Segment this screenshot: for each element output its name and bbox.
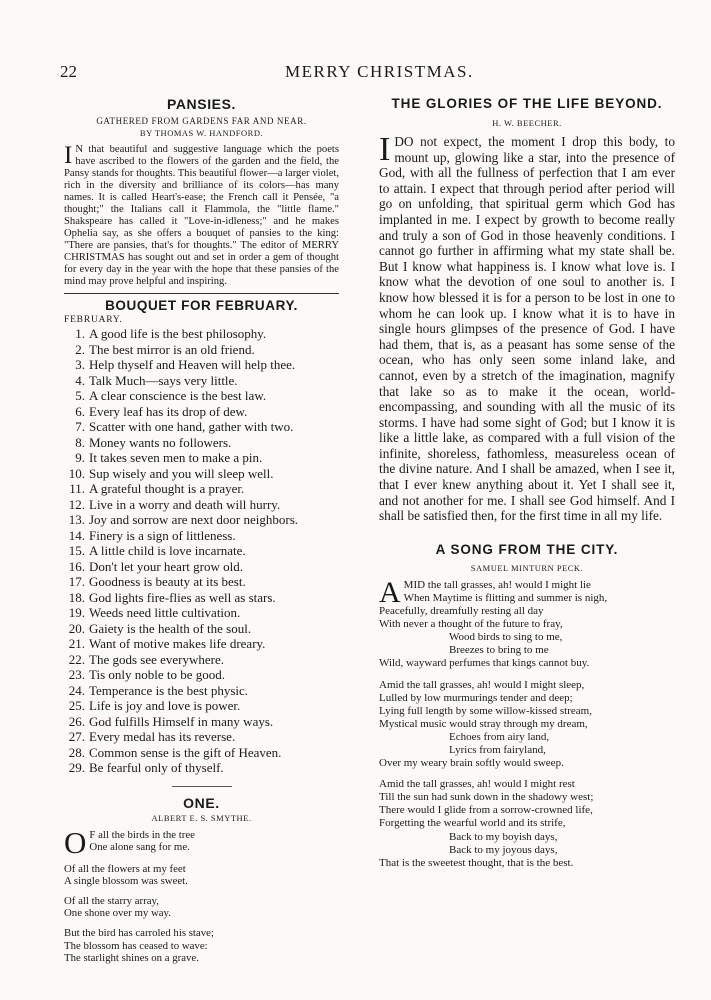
proverb-text: Finery is a sign of littleness. — [89, 527, 236, 543]
one-title: ONE. — [183, 794, 220, 811]
song-drop-cap: A — [379, 575, 401, 609]
proverb-text: Don't let your heart grow old. — [89, 558, 243, 574]
glories-text — [379, 131, 675, 524]
proverb-item — [64, 590, 339, 606]
proverb-list — [64, 326, 339, 776]
one-poem — [64, 824, 339, 964]
proverb-item — [64, 543, 339, 559]
song-title: A SONG FROM THE CITY. — [435, 541, 619, 557]
proverb-number: 24. — [68, 682, 85, 698]
poem-line: F all the birds in the tree — [89, 828, 195, 841]
glories-byline: H. W. BEECHER. — [492, 118, 562, 128]
poem-line: Lyrics from fairyland, — [449, 743, 546, 756]
poem-line: One shone over my way. — [64, 907, 171, 920]
proverb-number: 7. — [75, 419, 85, 434]
poem-line: Of all the flowers at my feet — [64, 862, 186, 875]
proverb-number: 6. — [75, 403, 85, 419]
poem-line: Breezes to bring to me — [449, 644, 549, 657]
proverb-number: 29. — [68, 760, 85, 775]
proverb-number: 16. — [68, 558, 85, 574]
proverb-text: Want of motive makes life dreary. — [89, 636, 266, 651]
proverb-item — [64, 729, 339, 745]
poem-line: Back to my joyous days, — [449, 843, 558, 856]
proverb-item — [64, 497, 339, 513]
poem-line: There would I glide from a sorrow-crowned life, — [379, 804, 593, 817]
proverb-item — [64, 683, 339, 699]
proverb-text: A little child is love incarnate. — [89, 543, 246, 558]
proverb-number: 11. — [69, 481, 85, 496]
proverb-number: 14. — [68, 527, 85, 543]
proverb-item — [64, 652, 339, 668]
page-header — [60, 62, 671, 84]
proverb-number: 13. — [68, 512, 85, 527]
proverb-number: 15. — [68, 543, 85, 558]
proverb-item — [64, 698, 339, 714]
poem-line: Amid the tall grasses, ah! would I might rest — [379, 778, 575, 791]
pansies-byline: BY THOMAS W. HANDFORD. — [139, 128, 264, 138]
poem-line: Back to my boyish days, — [449, 830, 558, 843]
proverb-text: Every medal has its reverse. — [89, 729, 236, 744]
proverb-number: 2. — [75, 341, 85, 357]
proverb-text: Temperance is the best physic. — [89, 682, 249, 698]
proverb-item — [64, 450, 339, 466]
left-column — [64, 96, 339, 972]
proverb-text: Live in a worry and death will hurry. — [89, 496, 281, 512]
proverb-number: 19. — [68, 605, 85, 620]
proverb-item — [64, 388, 339, 404]
section-divider — [64, 293, 339, 294]
proverb-text: Common sense is the gift of Heaven. — [89, 744, 282, 760]
proverb-text: Tis only noble to be good. — [89, 667, 226, 682]
poem-line: A single blossom was sweet. — [64, 874, 188, 887]
proverb-number: 28. — [68, 744, 85, 760]
proverb-item — [64, 714, 339, 730]
glories-title: THE GLORIES OF THE LIFE BEYOND. — [391, 96, 663, 111]
poem-line: That is the sweetest thought, that is the best. — [379, 856, 574, 869]
section-divider — [172, 786, 232, 787]
proverb-text: Gaiety is the health of the soul. — [89, 620, 252, 636]
proverb-text: Talk Much—says very little. — [89, 372, 238, 388]
running-title: MERRY CHRISTMAS. — [285, 62, 474, 81]
proverb-number: 4. — [75, 372, 85, 388]
poem-line: Over my weary brain softly would sweep. — [379, 757, 564, 770]
proverb-text: A grateful thought is a prayer. — [89, 481, 245, 496]
proverb-number: 27. — [68, 729, 85, 744]
proverb-item — [64, 559, 339, 575]
proverb-text: A good life is the best philosophy. — [89, 326, 267, 341]
proverb-item — [64, 745, 339, 761]
poem-line: Amid the tall grasses, ah! would I might sleep, — [379, 678, 585, 691]
glories-section — [379, 96, 675, 524]
proverb-number: 26. — [68, 713, 85, 729]
pansies-subtitle: GATHERED FROM GARDENS FAR AND NEAR. — [96, 116, 307, 126]
poem-stanza — [64, 927, 339, 964]
poem-line: The starlight shines on a grave. — [64, 951, 199, 964]
pansies-section — [64, 96, 339, 288]
poem-stanza — [64, 895, 339, 919]
proverb-item — [64, 621, 339, 637]
proverb-item — [64, 466, 339, 482]
poem-line: Lulled by low murmurings tender and deep; — [379, 691, 573, 704]
poem-line: One alone sang for me. — [89, 840, 190, 853]
proverb-number: 25. — [68, 698, 85, 713]
poem-stanza — [379, 575, 675, 671]
proverb-text: God fulfills Himself in many ways. — [89, 713, 274, 729]
proverb-number: 20. — [68, 620, 85, 636]
poem-line: Till the sun had sunk down in the shadowy west; — [379, 791, 594, 804]
one-poem-section — [64, 795, 339, 964]
poem-line: Forgetting the wearful world and its strife, — [379, 817, 566, 830]
proverb-item — [64, 357, 339, 373]
proverb-number: 5. — [75, 388, 85, 403]
proverb-number: 3. — [75, 357, 85, 372]
proverb-item — [64, 342, 339, 358]
glories-drop-cap: I — [379, 131, 391, 168]
poem-line: Wood birds to sing to me, — [449, 631, 563, 644]
proverb-text: Every leaf has its drop of dew. — [89, 403, 248, 419]
pansies-drop-cap: I — [64, 142, 73, 169]
proverb-item — [64, 528, 339, 544]
proverb-text: Money wants no followers. — [89, 434, 232, 450]
poem-line: But the bird has carroled his stave; — [64, 927, 214, 940]
proverb-text: Be fearful only of thyself. — [89, 760, 224, 775]
proverb-text: It takes seven men to make a pin. — [89, 450, 263, 465]
bouquet-section — [64, 298, 339, 776]
proverb-number: 22. — [68, 651, 85, 667]
poem-line: Of all the starry array, — [64, 894, 159, 907]
proverb-item — [64, 419, 339, 435]
pansies-body: N that beautiful and suggestive language which the poets have ascribed to the flowers of the garden and the field, the Pansy stands for thoughts. This beautiful flower—a larger violet, rich in the diversity and brilliance of its colors—has many names. It is called Heart's-ease; the French call it Pensée, "a thought;" the Italians call it Flammola, the "little flame." Shakspeare has called it "Love-in-idleness;" and he makes Ophelia say, as she offers a bouquet of pansies to the king: "There are pansies, that's for thoughts." The editor of MERRY CHRISTMAS has sought out and set in order a gem of thought for every day in the year with the hope that these pansies of the mind may prove helpful and inspiring. — [64, 144, 339, 287]
proverb-text: Joy and sorrow are next door neighbors. — [89, 512, 299, 527]
proverb-text: God lights fire-flies as well as stars. — [89, 589, 276, 605]
proverb-item — [64, 760, 339, 776]
proverb-text: The gods see everywhere. — [89, 651, 224, 667]
poem-line: Wild, wayward perfumes that kings cannot buy. — [379, 657, 590, 670]
song-section — [379, 542, 675, 870]
proverb-number: 18. — [68, 589, 85, 605]
proverb-text: Help thyself and Heaven will help thee. — [89, 357, 296, 372]
glories-body: DO not expect, the moment I drop this body, to mount up, glowing like a star, into the presence of God, with all the fullness of perfection that I am ever to attain. I expect that through period after period will go on unfolding, that spiritual germ which God has implanted in me. I expect by growth to become really and truly a son of God in those heavenly conditions. I cannot go further in affirming what my state shall be. But I know what happiness is. I know what love is. I know what the devotion of one soul to another is. I know how blessed it is for a person to be lost in one to whom he can look up. I know what it is to have in single hours glimpses of the presence of God. I have had them, that is, as a peasant has some sense of the ocean, who has only seen some inland lake, and cannot, even by a stretch of the imagination, magnify that lake so as to make it the ocean, world-encompassing, and sounding with all the music of its storms. I have had some sight of God; but I know it is like a little lake, as compared with a full vision of the infinite, shoreless, fathomless, measureless ocean of the divine nature. And I shall be amazed, when I see it, that I ever knew anything about it. Yet I shall see it, and not another for me. I shall see God himself. And I shall be satisfied then, for the first time in all my life. — [379, 134, 675, 524]
poem-line: When Maytime is flitting and summer is nigh, — [403, 591, 608, 604]
proverb-number: 17. — [68, 574, 85, 589]
poem-line: Echoes from airy land, — [449, 730, 550, 743]
one-byline: ALBERT E. S. SMYTHE. — [151, 812, 252, 823]
proverb-text: Life is joy and love is power. — [89, 698, 241, 713]
proverb-item — [64, 574, 339, 590]
one-drop-cap: O — [64, 824, 87, 860]
proverb-item — [64, 435, 339, 451]
poem-line: The blossom has ceased to wave: — [64, 939, 208, 952]
poem-line: With never a thought of the future to fray, — [379, 618, 563, 631]
proverb-text: Goodness is beauty at its best. — [89, 574, 246, 589]
poem-line: Lying full length by some willow-kissed stream, — [379, 704, 592, 717]
proverb-item — [64, 636, 339, 652]
pansies-title: PANSIES. — [166, 96, 237, 112]
proverb-item — [64, 326, 339, 342]
proverb-text: Sup wisely and you will sleep well. — [89, 465, 274, 481]
bouquet-month: FEBRUARY. — [64, 315, 123, 325]
proverb-number: 9. — [75, 450, 85, 465]
song-byline: SAMUEL MINTURN PECK. — [470, 562, 584, 573]
proverb-item — [64, 481, 339, 497]
poem-line: Mystical music would stray through my dream, — [379, 717, 588, 730]
proverb-text: Weeds need little cultivation. — [89, 605, 241, 620]
poem-stanza — [379, 679, 675, 771]
proverb-text: The best mirror is an old friend. — [89, 341, 255, 357]
proverb-item — [64, 373, 339, 389]
proverb-number: 1. — [75, 326, 85, 341]
proverb-text: Scatter with one hand, gather with two. — [89, 419, 294, 434]
proverb-number: 8. — [75, 434, 85, 450]
song-poem — [379, 575, 675, 870]
poem-line: Peacefully, dreamfully resting all day — [379, 605, 544, 618]
proverb-item — [64, 605, 339, 621]
pansies-text — [64, 144, 339, 288]
bouquet-title: BOUQUET FOR FEBRUARY. — [105, 298, 298, 313]
poem-stanza — [64, 863, 339, 887]
page-number: 22 — [60, 62, 77, 81]
poem-stanza — [379, 778, 675, 870]
proverb-text: A clear conscience is the best law. — [89, 388, 267, 403]
proverb-item — [64, 512, 339, 528]
proverb-item — [64, 667, 339, 683]
proverb-number: 23. — [68, 667, 85, 682]
right-column — [379, 96, 675, 878]
poem-line: MID the tall grasses, ah! would I might lie — [403, 578, 591, 591]
proverb-number: 21. — [68, 636, 85, 651]
proverb-item — [64, 404, 339, 420]
proverb-number: 12. — [68, 496, 85, 512]
poem-stanza — [64, 824, 339, 860]
proverb-number: 10. — [68, 465, 85, 481]
